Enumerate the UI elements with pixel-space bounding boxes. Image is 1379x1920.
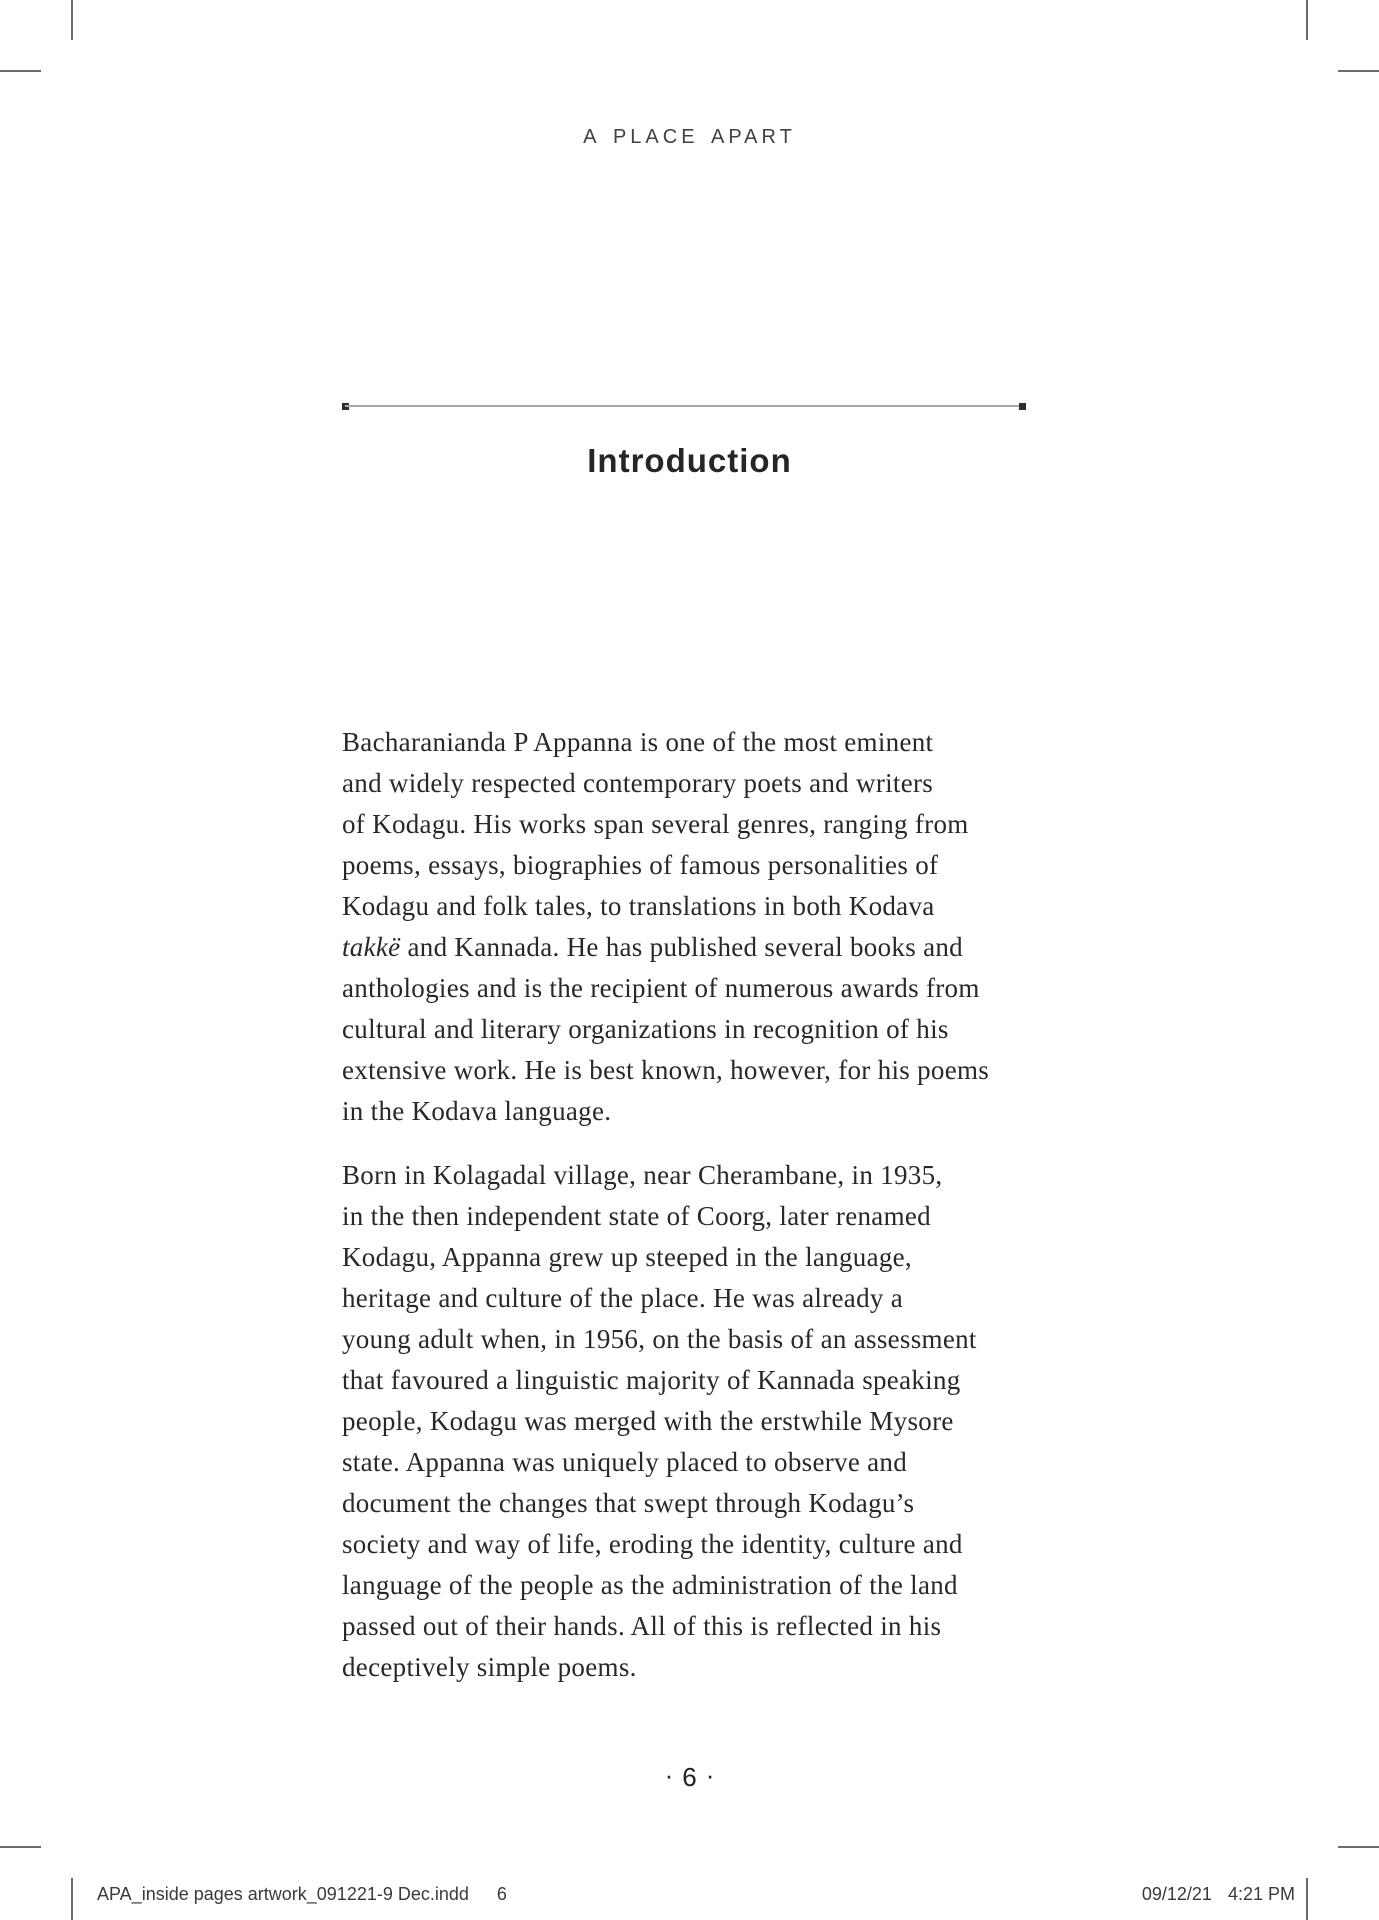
text-line: deceptively simple poems. [342,1652,637,1682]
text-line: cultural and literary organizations in recognition of his [342,1014,949,1044]
slug-time: 4:21 PM [1227,1884,1295,1904]
text-line: young adult when, in 1956, on the basis of an assessment [342,1324,977,1354]
crop-mark-top-right-horizontal [1338,70,1379,72]
text-line: Kodagu, Appanna grew up steeped in the language, [342,1242,912,1272]
slug-filename: APA_inside pages artwork_091221-9 Dec.indd [97,1884,469,1904]
rule-end-square-right-icon [1019,403,1026,410]
text-line: in the Kodava language. [342,1096,612,1126]
slug-date: 09/12/21 [1141,1884,1212,1904]
folio-dot-right: · [705,1760,715,1790]
text-line: language of the people as the administration of the land [342,1570,958,1600]
crop-mark-top-left-horizontal [0,70,41,72]
paragraph [342,1155,1062,1688]
text-line: Born in Kolagadal village, near Cherambane, in 1935, [342,1160,943,1190]
text-line: extensive work. He is best known, however, for his poems [342,1055,990,1085]
slug-page-number: 6 [496,1884,507,1904]
text-line: people, Kodagu was merged with the erstwhile Mysore [342,1406,954,1436]
ornament-rule [342,399,1026,413]
text-line: takkë and Kannada. He has published several books and [342,932,963,962]
text-line: anthologies and is the recipient of numerous awards from [342,973,980,1003]
crop-mark-bottom-left-vertical [71,1878,73,1920]
slug-right [1142,1884,1295,1905]
text-line: Bacharanianda P Appanna is one of the most eminent [342,727,934,757]
text-line: of Kodagu. His works span several genres, ranging from [342,809,969,839]
rule-line [345,405,1023,407]
crop-mark-bottom-left-horizontal [0,1846,41,1848]
slug-left [97,1884,507,1905]
running-header: A PLACE APART [583,126,796,148]
folio-number: 6 [682,1762,697,1792]
text-line: in the then independent state of Coorg, later renamed [342,1201,931,1231]
text-line: society and way of life, eroding the identity, culture and [342,1529,963,1559]
crop-mark-top-left-vertical [71,0,73,40]
page-number [0,1762,1379,1793]
text-line: passed out of their hands. All of this is reflected in his [342,1611,942,1641]
paragraph [342,722,1062,1132]
folio-dot-left: · [664,1760,674,1790]
text-line: that favoured a linguistic majority of Kannada speaking [342,1365,961,1395]
text-line: heritage and culture of the place. He was already a [342,1283,904,1313]
text-line: state. Appanna was uniquely placed to observe and [342,1447,908,1477]
crop-mark-bottom-right-horizontal [1338,1846,1379,1848]
text-line: Kodagu and folk tales, to translations in both Kodava [342,891,935,921]
body-text [342,722,1062,1688]
text-line: poems, essays, biographies of famous personalities of [342,850,939,880]
crop-mark-bottom-right-vertical [1306,1878,1308,1920]
crop-mark-top-right-vertical [1306,0,1308,40]
text-line: and widely respected contemporary poets and writers [342,768,934,798]
text-line: document the changes that swept through Kodagu’s [342,1488,915,1518]
chapter-title: Introduction [587,442,792,479]
